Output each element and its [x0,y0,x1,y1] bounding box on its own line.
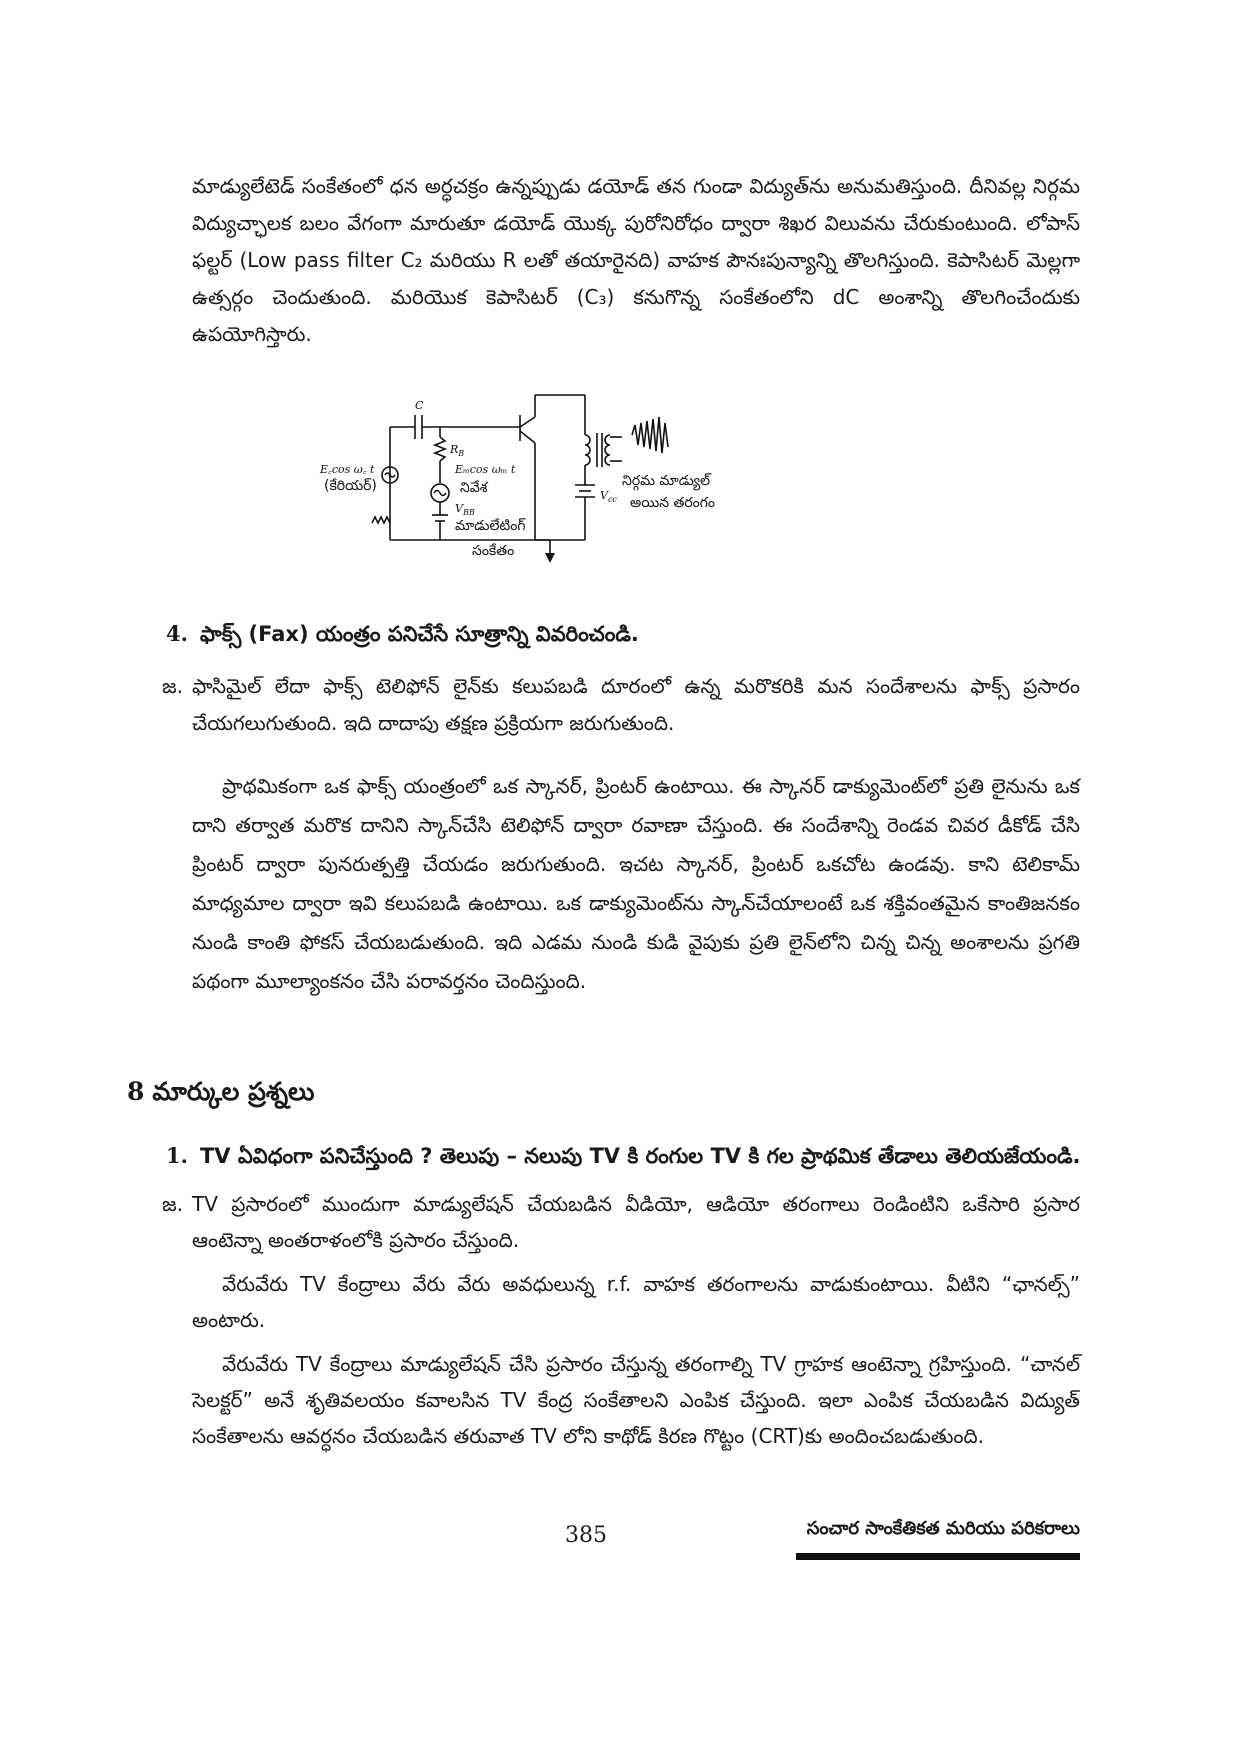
question-1-answer-marker: జ. [162,1192,183,1216]
section-number: 8 [127,1077,145,1106]
input-label: నివేశ [460,480,488,496]
resistor-rb-label: $R_B$ [450,443,465,458]
footer-rule [796,1553,1080,1560]
capacitor-c-label: C [415,399,424,412]
output-label-line1: నిర్గమ మాడ్యుల్ [622,473,711,489]
carrier-label: (కేరియర్) [324,478,377,494]
chapter-title-footer: సంచార సాంకేతికత మరియు పరికరాలు [806,1518,1080,1539]
page-number: 385 [565,1523,607,1548]
vbb-label: $V_{BB}$ [455,502,475,517]
am-modulator-circuit-figure [320,395,760,575]
question-1-paragraph-3: వేరువేరు TV కేంద్రాలు మాడ్యులేషన్ చేసి ప్రసారం చేస్తున్న తరంగాల్ని TV గ్రాహక ఆంటెన్నా గ్రహిస్తుంది. “చానల్ సెలక్టర్” అనే శృతివలయం కవాలసిన TV కేంద్ర సంకేతాలని ఎంపిక చేస్తుంది. ఇలా ఎంపిక చేయబడిన విద్యుత్ సంకేతాలను ఆవర్ధనం చేయబడిన తరువాత TV లోని కాథోడ్ కిరణ గొట్టం (CRT)కు అందించబడుతుంది. [192,1352,1080,1448]
question-4-number: 4. [166,621,188,646]
section-title: మార్కుల ప్రశ్నలు [152,1077,315,1106]
question-1-number: 1. [166,1143,188,1168]
section-heading [127,1075,314,1109]
question-1-answer: TV ప్రసారంలో ముందుగా మాడ్యులేషన్ చేయబడిన వీడియో, ఆడియో తరంగాలు రెండింటిని ఒకేసారి ప్రసార ఆంటెన్నా అంతరాళంలోకి ప్రసారం చేస్తుంది. [192,1192,1080,1252]
question-4-text: ఫాక్స్ (Fax) యంత్రం పనిచేసే సూత్రాన్ని వివరించండి. [199,622,639,646]
question-4-heading [166,618,1086,650]
question-1-text: TV ఏవిధంగా పనిచేస్తుంది ? తెలుపు – నలుపు TV కి రంగుల TV కి గల ప్రాథమిక తేడాలు తెలియజేయండి. [199,1144,1081,1168]
carrier-equation-label: E꜀cos ω꜀ t [320,463,375,476]
question-4-answer-marker: జ. [162,674,183,698]
question-1-paragraph-2: వేరువేరు TV కేంద్రాలు వేరు వేరు అవధులున్న r.f. వాహక తరంగాలను వాడుకుంటాయి. వీటిని “ఛానల్స్” అంటారు. [192,1272,1080,1332]
question-4-detail: ప్రాథమికంగా ఒక ఫాక్స్ యంత్రంలో ఒక స్కానర్, ప్రింటర్ ఉంటాయి. ఈ స్కానర్ డాక్యుమెంట్‌లో ప్రతి లైనును ఒక దాని తర్వాత మరొక దానిని స్కాన్‌చేసి టెలిఫోన్ ద్వారా రవాణా చేస్తుంది. ఈ సందేశాన్ని రెండవ చివర డీకోడ్ చేసి ప్రింటర్ ద్వారా పునరుత్పత్తి చేయడం జరుగుతుంది. ఇచట స్కానర్, ప్రింటర్ ఒకచోట ఉండవు. కాని టెలికామ్ మాధ్యమాల ద్వారా ఇవి కలుపబడి ఉంటాయి. ఒక డాక్యుమెంట్‌ను స్కాన్‌చేయాలంటే ఒక శక్తివంతమైన కాంతిజనకం నుండి కాంతి ఫోకస్ చేయబడుతుంది. ఇది ఎడమ నుండి కుడి వైపుకు ప్రతి లైన్‌లోని చిన్న చిన్న అంశాలను ప్రగతి పథంగా మూల్యాంకనం చేసి పరావర్తనం చెందిస్తుంది. [192,774,1080,993]
output-label-line2: అయిన తరంగం [630,495,716,511]
question-1-heading [166,1140,1086,1172]
modulating-equation-label: Eₘcos ωₘ t [455,463,516,476]
question-4-answer: ఫాసిమైల్ లేదా ఫాక్స్ టెలిఫోన్ లైన్‌కు కలుపబడి దూరంలో ఉన్న మరొకరికి మన సందేశాలను ఫాక్స్ ప్రసారం చేయగలుగుతుంది. ఇది దాదాపు తక్షణ ప్రక్రియగా జరుగుతుంది. [192,674,1080,735]
signal-label: సంకేతం [472,543,515,559]
vcc-label: $V_{cc}$ [600,489,617,504]
modulating-signal-label: మాడులేటింగ్ [455,518,526,534]
intro-paragraph: మాడ్యులేటెడ్ సంకేతంలో ధన అర్ధచక్రం ఉన్నప్పుడు డయోడ్ తన గుండా విద్యుత్‌ను అనుమతిస్తుంది. దీనివల్ల నిర్గమ విద్యుచ్ఛాలక బలం వేగంగా మారుతూ డయోడ్ యొక్క పురోనిరోధం ద్వారా శిఖర విలువను చేరుకుంటుంది. లోపాస్ ఫల్టర్ (Low pass filter C₂ మరియు R లతో తయారైనది) వాహక పౌనఃపున్యాన్ని తొలగిస్తుంది. కెపాసిటర్ మెల్లగా ఉత్సర్గం చెందుతుంది. మరియొక కెపాసిటర్ (C₃) కనుగొన్న సంకేతంలోని dC అంశాన్ని తొలగించేందుకు ఉపయోగిస్తారు. [192,174,1080,346]
circuit-diagram [320,395,760,575]
